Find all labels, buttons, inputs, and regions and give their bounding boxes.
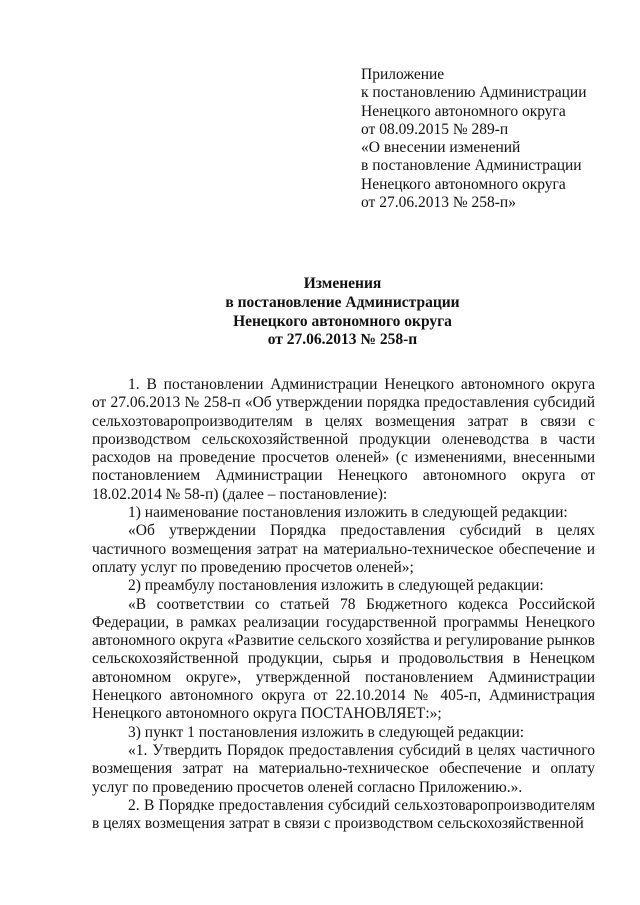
appendix-header-line: Приложение bbox=[361, 66, 445, 83]
appendix-header-line: к постановлению Администрации bbox=[361, 84, 587, 102]
appendix-header bbox=[361, 66, 621, 212]
body-paragraph: «1. Утвердить Порядок предоставления субсидий в целях частичного возмещения затрат на материально-техническое обеспечение и оплату услуг по проведению просчетов оленей согласно Приложению.». bbox=[92, 741, 595, 796]
appendix-header-line: Ненецкого автономного округа bbox=[361, 175, 566, 193]
body-paragraph: 2) преамбулу постановления изложить в следующей редакции: bbox=[128, 577, 544, 595]
body-paragraph: «В соответствии со статьей 78 Бюджетного кодекса Российской Федерации, в рамках реализации государственной программы Ненецкого автономного округа «Развитие сельского хозяйства и регулирование рынков сельскохозяйственной продукции, сырья и продовольствия в Ненецком автономном округе», утвержденной постановлением Администрации Ненецкого автономного округа от 22.10.2014 № 405-п, Администрация Ненецкого автономного округа ПОСТАНОВЛЯЕТ:»; bbox=[92, 595, 595, 723]
body-paragraph: 3) пункт 1 постановления изложить в следующей редакции: bbox=[128, 723, 525, 741]
appendix-header-line: от 08.09.2015 № 289-п bbox=[361, 120, 509, 138]
body-paragraph: 1. В постановлении Администрации Ненецкого автономного округа от 27.06.2013 № 258-п «Об утверждении порядка предоставления субсидий сельхозтоваропроизводителям в целях возмещения затрат в связи с производством сельскохозяйственной продукции оленеводства в части расходов на проведение просчетов оленей» (с изменениями, внесенными постановлением Администрации Ненецкого автономного округа от 18.02.2014 № 58-п) (далее – постановление): bbox=[92, 376, 595, 503]
title-line: в постановление Администрации bbox=[225, 293, 460, 311]
document-title bbox=[90, 275, 595, 350]
appendix-header-line: Ненецкого автономного округа bbox=[361, 102, 566, 120]
body-paragraph: 2. В Порядке предоставления субсидий сельхозтоваропроизводителям в целях возмещения затрат в связи с производством сельскохозяйственной bbox=[92, 796, 595, 833]
appendix-header-line: в постановление Администрации bbox=[361, 157, 582, 175]
appendix-header-line: «О внесении изменений bbox=[361, 139, 521, 157]
title-line: Ненецкого автономного округа bbox=[233, 312, 452, 330]
appendix-header-line: от 27.06.2013 № 258-п» bbox=[361, 194, 516, 212]
document-body bbox=[92, 376, 595, 833]
title-line: Изменения bbox=[303, 275, 382, 292]
body-paragraph: «Об утверждении Порядка предоставления субсидий в целях частичного возмещения затрат на материально-техническое обеспечение и оплату услуг по проведению просчетов оленей»; bbox=[92, 522, 595, 576]
title-line: от 27.06.2013 № 258-п bbox=[267, 331, 418, 349]
body-paragraph: 1) наименование постановления изложить в следующей редакции: bbox=[128, 504, 568, 522]
